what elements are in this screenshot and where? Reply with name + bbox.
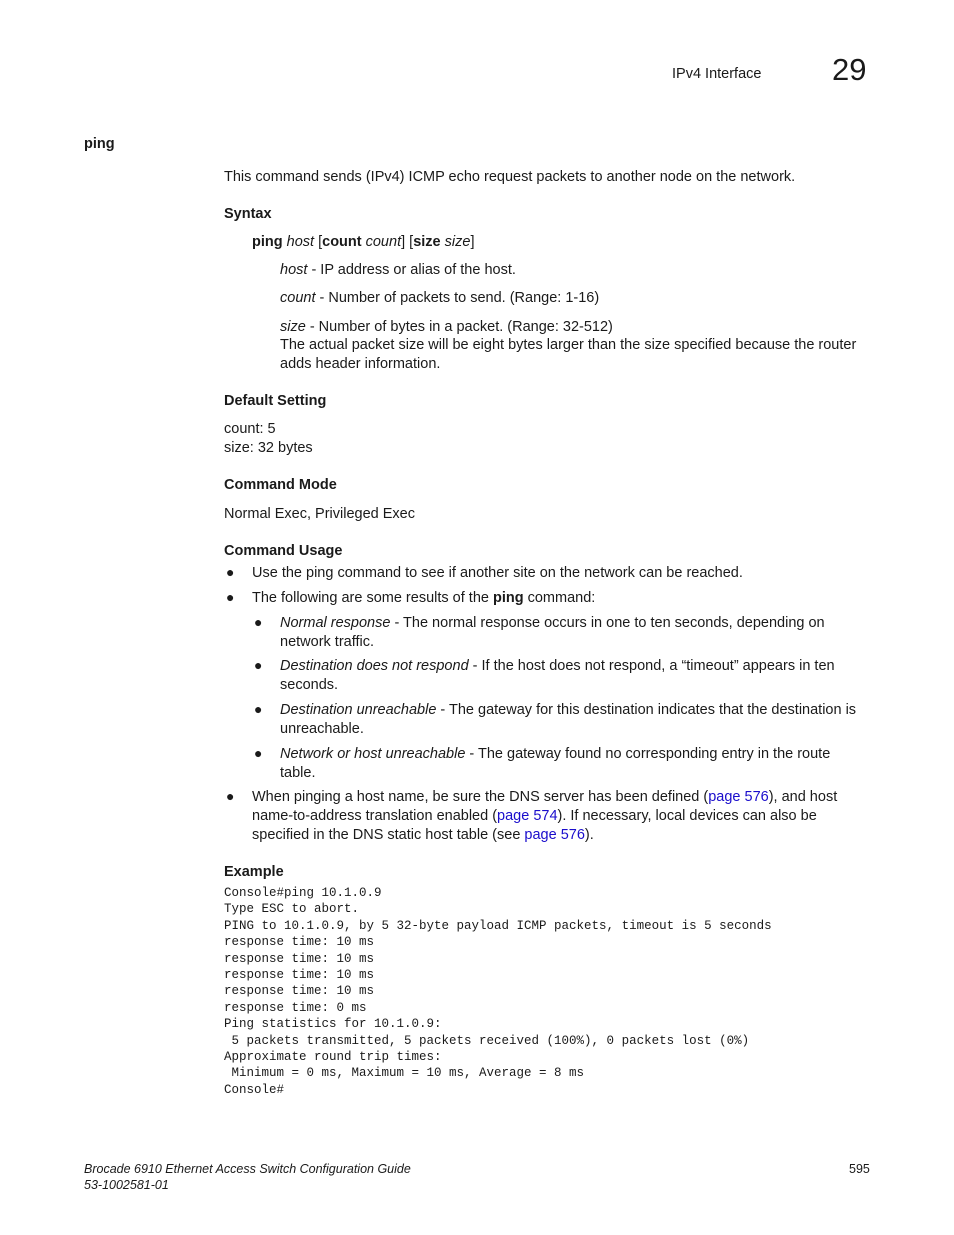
syntax-size-keyword: size xyxy=(413,234,441,250)
page-link-576[interactable]: page 576 xyxy=(524,827,585,843)
command-mode-heading: Command Mode xyxy=(224,477,337,493)
section-title: IPv4 Interface xyxy=(672,66,762,82)
param-name: host xyxy=(280,262,308,278)
bullet-icon: ● xyxy=(226,589,235,605)
usage-text: The following are some results of the xyxy=(252,590,493,606)
syntax-bracket: [ xyxy=(314,234,323,250)
result-desc: seconds. xyxy=(280,677,339,693)
result-net-unreachable xyxy=(280,745,830,783)
usage-bullet-2 xyxy=(252,589,595,608)
result-dest-unreachable xyxy=(280,701,856,739)
syntax-command: ping xyxy=(252,234,283,250)
bullet-icon: ● xyxy=(226,788,235,804)
syntax-count-arg: count xyxy=(361,234,402,250)
param-size xyxy=(280,318,613,337)
command-usage-heading: Command Usage xyxy=(224,543,343,559)
result-no-respond xyxy=(280,657,835,695)
param-name: count xyxy=(280,290,316,306)
chapter-number: 29 xyxy=(832,52,867,87)
footer-doc-number: 53-1002581-01 xyxy=(84,1178,169,1192)
result-desc: network traffic. xyxy=(280,634,375,650)
command-description: This command sends (IPv4) ICMP echo request packets to another node on the network. xyxy=(224,169,796,185)
bullet-icon: ● xyxy=(254,745,263,761)
syntax-heading: Syntax xyxy=(224,206,272,222)
syntax-bracket: ] [ xyxy=(401,234,414,250)
result-term: Normal response xyxy=(280,615,391,631)
bullet-icon: ● xyxy=(226,564,235,580)
usage-text: ). xyxy=(584,827,594,843)
page-link-576[interactable]: page 576 xyxy=(708,789,769,805)
result-desc: - The gateway for this destination indicates that the destination is xyxy=(436,702,857,718)
usage-text: specified in the DNS static host table (see xyxy=(252,827,525,843)
size-note-line-2: adds header information. xyxy=(280,356,441,372)
result-term: Destination unreachable xyxy=(280,702,437,718)
syntax-line xyxy=(252,233,474,252)
syntax-bracket: ] xyxy=(470,234,475,250)
result-term: Network or host unreachable xyxy=(280,746,466,762)
param-host xyxy=(280,261,516,280)
example-heading: Example xyxy=(224,864,284,880)
bullet-icon: ● xyxy=(254,701,263,717)
param-name: size xyxy=(280,319,306,335)
result-desc: unreachable. xyxy=(280,721,364,737)
syntax-size-arg: size xyxy=(440,234,471,250)
syntax-host-arg: host xyxy=(286,234,315,250)
usage-text: ), and host xyxy=(768,789,838,805)
syntax-count-keyword: count xyxy=(322,234,362,250)
command-mode-text: Normal Exec, Privileged Exec xyxy=(224,506,415,522)
param-count xyxy=(280,289,599,308)
bullet-icon: ● xyxy=(254,657,263,673)
usage-bullet-3 xyxy=(252,788,837,845)
usage-text: ). If necessary, local devices can also be xyxy=(557,808,817,824)
page-link-574[interactable]: page 574 xyxy=(497,808,558,824)
result-normal-response xyxy=(280,614,825,652)
usage-command: ping xyxy=(492,590,524,606)
bullet-icon: ● xyxy=(254,614,263,630)
usage-text: When pinging a host name, be sure the DNS server has been defined ( xyxy=(252,789,709,805)
param-desc: - Number of packets to send. (Range: 1-16) xyxy=(315,290,600,306)
default-size: size: 32 bytes xyxy=(224,440,313,456)
param-desc: - Number of bytes in a packet. (Range: 32-512) xyxy=(305,319,613,335)
size-note-line-1: The actual packet size will be eight bytes larger than the size specified because the router xyxy=(280,337,857,353)
result-desc: table. xyxy=(280,765,316,781)
result-desc: - The normal response occurs in one to ten seconds, depending on xyxy=(390,615,825,631)
result-term: Destination does not respond xyxy=(280,658,469,674)
example-code-block: Console#ping 10.1.0.9 Type ESC to abort. PING to 10.1.0.9, by 5 32-byte payload ICMP packets, timeout is 5 seconds response time: 10 ms response time: 10 ms response time: 10 ms response time: 10 ms response time: 0 ms Ping statistics for 10.1.0.9: 5 packets transmitted, 5 packets received (100%), 0 packets lost (0%) Approximate round trip times: Minimum = 0 ms, Maximum = 10 ms, Average = 8 ms Console# xyxy=(224,886,772,1097)
default-count: count: 5 xyxy=(224,421,276,437)
usage-text: name-to-address translation enabled ( xyxy=(252,808,498,824)
usage-bullet-1: Use the ping command to see if another site on the network can be reached. xyxy=(252,565,743,581)
command-title: ping xyxy=(84,136,115,152)
usage-text: command: xyxy=(523,590,596,606)
footer-doc-title: Brocade 6910 Ethernet Access Switch Configuration Guide xyxy=(84,1162,411,1176)
default-setting-heading: Default Setting xyxy=(224,393,327,409)
result-desc: - If the host does not respond, a “timeout” appears in ten xyxy=(468,658,835,674)
footer-page-number: 595 xyxy=(849,1162,870,1176)
param-desc: - IP address or alias of the host. xyxy=(307,262,516,278)
result-desc: - The gateway found no corresponding entry in the route xyxy=(465,746,831,762)
